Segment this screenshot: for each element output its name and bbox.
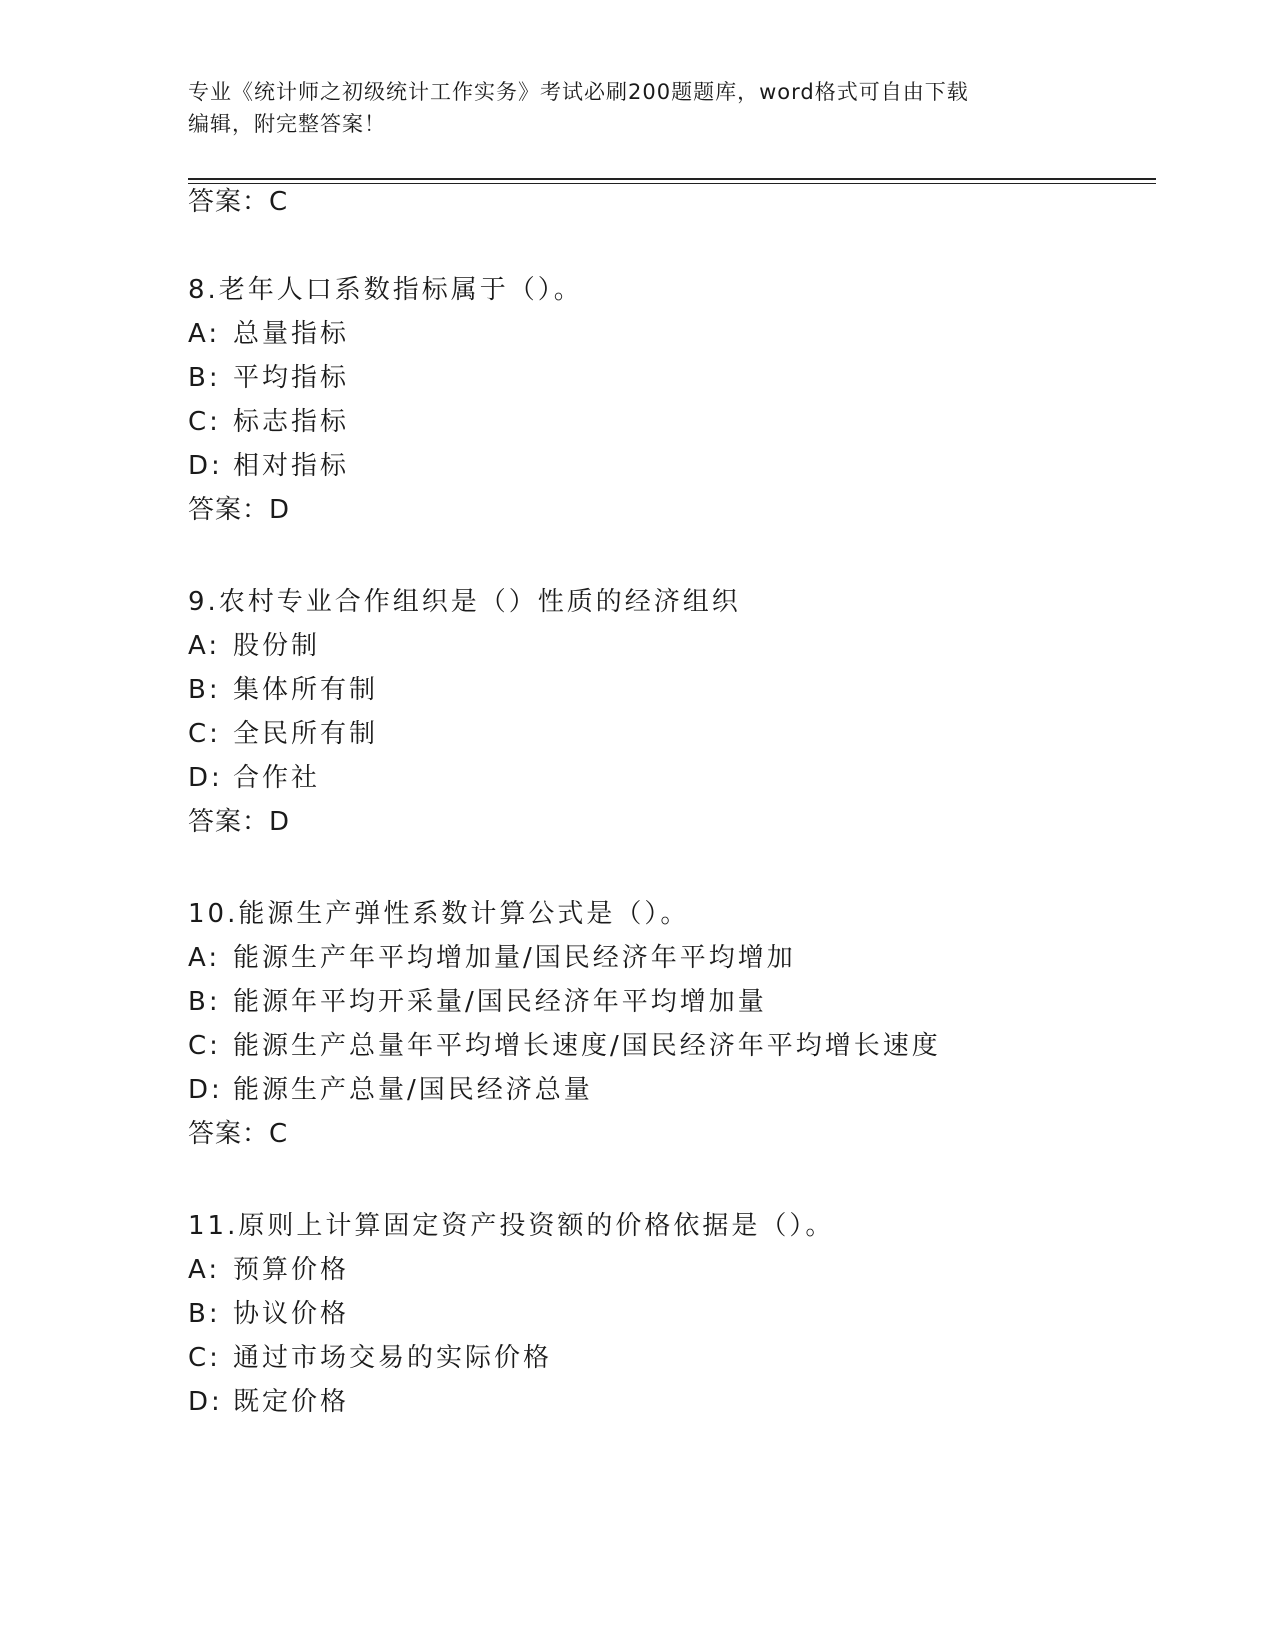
option-d: [188, 760, 320, 796]
option-text: 集体所有制: [233, 675, 379, 705]
option-text: 全民所有制: [233, 719, 379, 749]
option-letter: C:: [188, 1343, 221, 1373]
question-stem: 9.农村专业合作组织是（）性质的经济组织: [188, 587, 741, 617]
previous-answer: 答案：C: [188, 187, 289, 217]
header-line-2: 编辑，附完整答案！: [188, 112, 386, 136]
option-letter: C:: [188, 1031, 221, 1061]
option-letter: B:: [188, 675, 221, 705]
option-b: [188, 672, 378, 708]
header-rule-thick: [188, 178, 1156, 180]
answer-line: 答案：D: [188, 807, 291, 837]
question-stem: 10.能源生产弹性系数计算公式是（）。: [188, 899, 690, 929]
answer-line: 答案：D: [188, 495, 291, 525]
option-a: [188, 1252, 349, 1288]
option-letter: B:: [188, 363, 221, 393]
option-letter: B:: [188, 987, 221, 1017]
option-d: [188, 1072, 593, 1108]
option-a: [188, 316, 349, 352]
document-header: [188, 76, 1068, 140]
option-text: 通过市场交易的实际价格: [233, 1343, 553, 1373]
option-text: 能源生产总量/国民经济总量: [233, 1075, 593, 1105]
option-letter: C:: [188, 719, 221, 749]
option-b: [188, 360, 349, 396]
option-letter: B:: [188, 1299, 221, 1329]
option-a: [188, 628, 320, 664]
option-letter: A:: [188, 943, 221, 973]
option-b: [188, 1296, 349, 1332]
option-text: 相对指标: [233, 451, 350, 481]
option-text: 能源生产总量年平均增长速度/国民经济年平均增长速度: [233, 1031, 941, 1061]
header-rule-thin: [188, 183, 1156, 184]
option-letter: D:: [188, 1075, 223, 1105]
option-d: [188, 1384, 349, 1420]
option-d: [188, 448, 349, 484]
option-letter: A:: [188, 319, 221, 349]
option-letter: C:: [188, 407, 221, 437]
option-c: [188, 716, 378, 752]
option-text: 既定价格: [233, 1387, 350, 1417]
question-stem: 8.老年人口系数指标属于（）。: [188, 275, 583, 305]
option-text: 总量指标: [233, 319, 350, 349]
option-letter: A:: [188, 1255, 221, 1285]
header-line-1: 专业《统计师之初级统计工作实务》考试必刷200题题库，word格式可自由下载: [188, 80, 969, 104]
option-text: 能源年平均开采量/国民经济年平均增加量: [233, 987, 767, 1017]
option-a: [188, 940, 796, 976]
option-c: [188, 1340, 552, 1376]
question-stem: 11.原则上计算固定资产投资额的价格依据是（）。: [188, 1211, 835, 1241]
option-text: 能源生产年平均增加量/国民经济年平均增加: [233, 943, 796, 973]
option-text: 协议价格: [233, 1299, 350, 1329]
option-letter: D:: [188, 763, 223, 793]
option-letter: D:: [188, 451, 223, 481]
option-text: 股份制: [233, 631, 321, 661]
option-text: 平均指标: [233, 363, 350, 393]
option-letter: D:: [188, 1387, 223, 1417]
option-letter: A:: [188, 631, 221, 661]
option-b: [188, 984, 767, 1020]
option-c: [188, 1028, 941, 1064]
answer-line: 答案：C: [188, 1119, 289, 1149]
option-text: 标志指标: [233, 407, 350, 437]
option-text: 预算价格: [233, 1255, 350, 1285]
option-text: 合作社: [233, 763, 321, 793]
option-c: [188, 404, 349, 440]
